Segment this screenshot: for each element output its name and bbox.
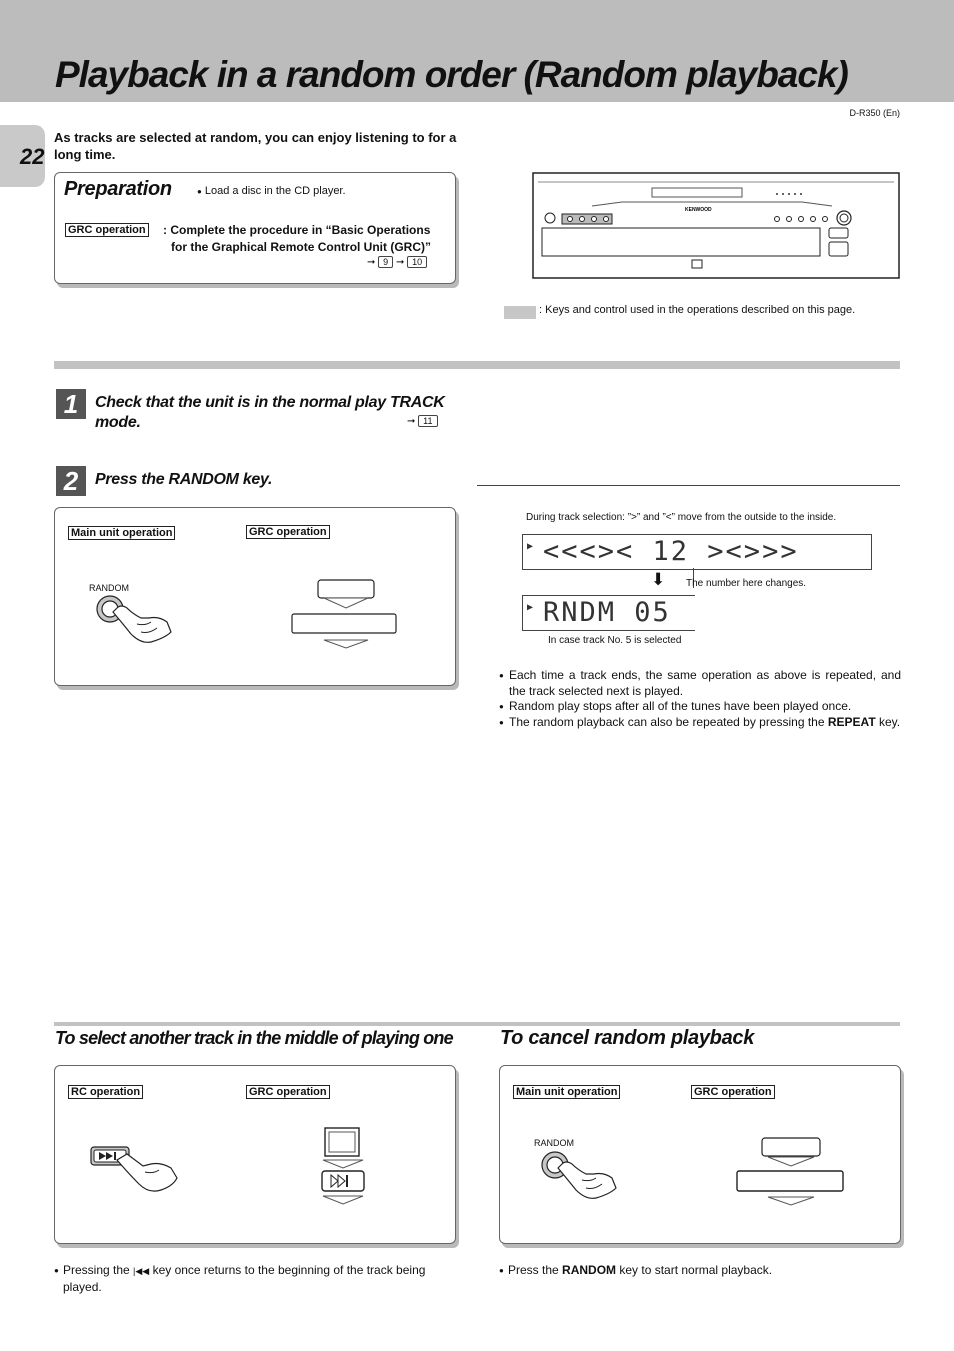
select-track-heading: To select another track in the middle of playing one <box>55 1028 453 1048</box>
step-2-operation-box <box>54 507 456 686</box>
page-ref-icon: 9 <box>378 256 393 268</box>
random-button-press-icon[interactable] <box>93 594 173 654</box>
legend-text: : Keys and control used in the operations described on this page. <box>539 304 856 316</box>
select-track-note: ● Pressing the |◀◀ key once returns to the beginning of the track being played. <box>54 1263 426 1294</box>
random-key-label: RANDOM <box>534 1138 574 1148</box>
grc-random-key-icon[interactable] <box>288 578 400 653</box>
cd-player-front-panel-icon <box>532 172 900 280</box>
grc-operation-label: GRC operation <box>246 1085 330 1099</box>
previous-track-key-icon: |◀◀ <box>133 1266 150 1276</box>
arrow-icon: ➞ <box>395 257 405 268</box>
play-indicator-icon: ▶ <box>527 541 536 552</box>
grc-operation-label: GRC operation <box>246 525 330 539</box>
step-1-text: Check that the unit is in the normal play TRACK mode. <box>95 394 445 431</box>
cancel-random-heading: To cancel random playback <box>500 1027 755 1049</box>
brand-logo: KENWOOD <box>685 207 712 213</box>
model-code: D-R350 (En) <box>849 108 900 118</box>
step-1-badge: 1 <box>56 389 86 419</box>
list-item: ● The random playback can also be repeated by pressing the REPEAT key. <box>499 715 901 731</box>
grc-operation-label: GRC operation <box>65 223 149 237</box>
lcd-display-random: ▶ RNDM 05 <box>522 595 695 631</box>
case-note: In case track No. 5 is selected <box>548 635 682 646</box>
select-track-operation-box <box>54 1065 456 1244</box>
step-2-badge: 2 <box>56 466 86 496</box>
bullet-icon: ● <box>54 1266 59 1275</box>
main-unit-operation-label: Main unit operation <box>68 526 175 540</box>
step-1-page-ref <box>407 415 438 427</box>
lcd-display-selection: ▶ <<<>< 12 ><>>> <box>522 534 872 570</box>
preparation-grc-text-2: for the Graphical Remote Control Unit (GRC)” <box>171 240 432 254</box>
random-key-label: RANDOM <box>89 583 129 593</box>
cancel-random-note: ● Press the RANDOM key to start normal playback. <box>499 1263 773 1277</box>
track-selection-note: During track selection: ”>” and ”<” move from the outside to the inside. <box>526 512 837 523</box>
arrow-icon: ➞ <box>367 257 376 268</box>
cd-player-illustration <box>532 172 900 280</box>
rc-operation-label: RC operation <box>68 1085 143 1099</box>
step-2-text: Press the RANDOM key. <box>95 471 273 488</box>
grc-operation-label: GRC operation <box>691 1085 775 1099</box>
main-unit-operation-label: Main unit operation <box>513 1085 620 1099</box>
page-title: Playback in a random order (Random playback) <box>55 54 848 95</box>
section-divider <box>54 361 900 369</box>
display-panel-rule <box>477 485 900 486</box>
bullet-icon: ● <box>197 187 202 196</box>
cancel-random-operation-box <box>499 1065 901 1244</box>
page-ref-icon: 10 <box>407 256 427 268</box>
intro-text: As tracks are selected at random, you can enjoy listening to for a long time. <box>54 130 457 162</box>
preparation-heading: Preparation <box>64 178 172 200</box>
down-arrow-icon: ⬇ <box>651 570 666 589</box>
random-notes-list <box>499 668 901 730</box>
list-item: ● Each time a track ends, the same operation as above is repeated, and the track selected next is played. <box>499 668 901 699</box>
play-indicator-icon: ▶ <box>527 602 536 613</box>
bottom-section-divider <box>54 1022 900 1026</box>
random-button-press-icon[interactable] <box>538 1150 618 1210</box>
preparation-page-refs <box>367 256 427 268</box>
list-item: ● Random play stops after all of the tunes have been played once. <box>499 699 901 715</box>
arrow-icon: ➞ <box>407 416 416 427</box>
number-changes-note: The number here changes. <box>686 578 807 589</box>
grc-next-track-key-icon[interactable] <box>319 1126 379 1210</box>
page-number: 22 <box>20 144 45 169</box>
grc-random-key-icon[interactable] <box>734 1136 846 1211</box>
legend-swatch <box>504 306 536 319</box>
next-track-button-press-icon[interactable] <box>89 1144 179 1200</box>
preparation-grc-text-1: : Complete the procedure in “Basic Operations <box>163 223 431 237</box>
preparation-load-disc: ● Load a disc in the CD player. <box>197 185 346 197</box>
preparation-box <box>54 172 456 284</box>
page-ref-icon: 11 <box>418 415 437 427</box>
bullet-icon: ● <box>499 1266 504 1275</box>
